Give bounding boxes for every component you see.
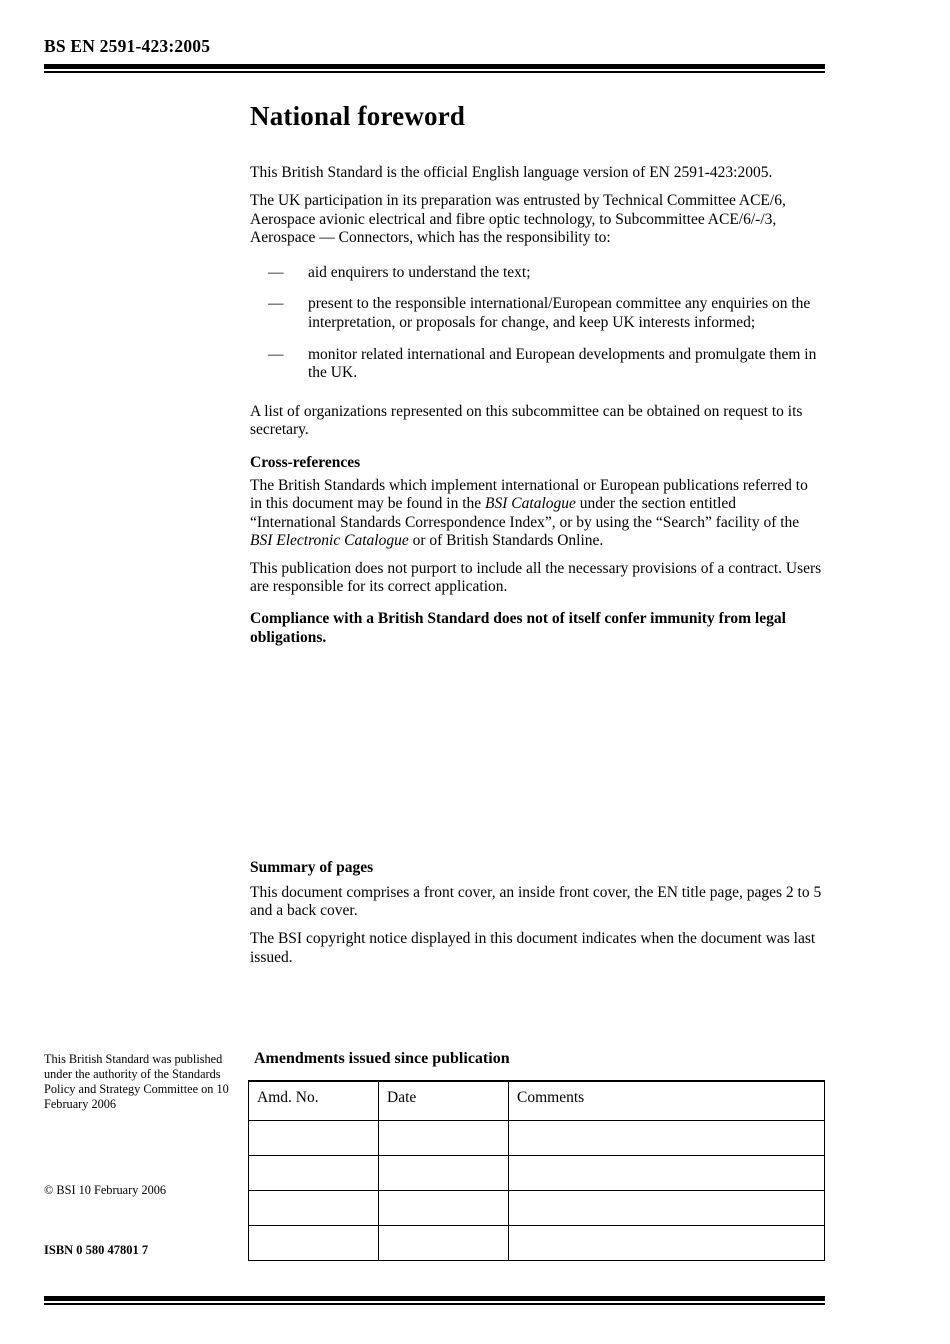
paragraph-official-version: This British Standard is the official English language version of EN 2591-423:2005. bbox=[250, 164, 773, 182]
text-run: under the section entitled “International Standards Correspondence Index”, or by using the “Search” facility of the bbox=[250, 495, 800, 531]
table-row bbox=[249, 1156, 825, 1191]
summary-of-pages-heading: Summary of pages bbox=[250, 859, 374, 877]
empty-cell bbox=[379, 1191, 509, 1226]
empty-cell bbox=[249, 1191, 379, 1226]
list-item bbox=[250, 346, 822, 383]
empty-cell bbox=[379, 1156, 509, 1191]
list-item-text: aid enquirers to understand the text; bbox=[308, 263, 531, 281]
amendments-table-body bbox=[249, 1121, 825, 1261]
paragraph-provisions: This publication does not purport to include all the necessary provisions of a contract. Users are responsible for its correct application. bbox=[250, 559, 822, 596]
cross-references-heading: Cross-references bbox=[250, 453, 361, 471]
compliance-statement: Compliance with a British Standard does not of itself confer immunity from legal obligations. bbox=[250, 610, 786, 646]
footer-rule bbox=[44, 1296, 825, 1305]
dash-bullet-icon: — bbox=[268, 295, 284, 313]
table-header-row bbox=[249, 1081, 825, 1121]
main-content-column bbox=[250, 100, 822, 976]
dash-bullet-icon: — bbox=[268, 263, 284, 281]
empty-cell bbox=[249, 1226, 379, 1261]
empty-cell bbox=[379, 1121, 509, 1156]
amendments-table-header bbox=[249, 1081, 825, 1121]
italic-text-run: BSI Electronic Catalogue bbox=[250, 532, 409, 550]
empty-cell bbox=[509, 1121, 825, 1156]
table-row bbox=[249, 1191, 825, 1226]
table-row bbox=[249, 1226, 825, 1261]
list-item bbox=[250, 295, 822, 332]
amendments-section bbox=[248, 1050, 825, 1261]
text-run: or of British Standards Online. bbox=[408, 532, 604, 550]
amendments-heading: Amendments issued since publication bbox=[254, 1050, 510, 1067]
paragraph-uk-participation: The UK participation in its preparation was entrusted by Technical Committee ACE/6, Aerospace avionic electrical and fibre optic technology, to Subcommittee ACE/6/-/3, Aerospace — Connectors, which has the responsibility to: bbox=[250, 191, 786, 247]
dash-bullet-icon: — bbox=[268, 345, 284, 363]
list-item bbox=[250, 264, 822, 283]
text-run: The British Standards which implement international or European publications referred to in this document may be found in the bbox=[250, 476, 808, 513]
paragraph-organizations: A list of organizations represented on this subcommittee can be obtained on request to its secretary. bbox=[250, 402, 803, 439]
column-header-date: Date bbox=[379, 1081, 509, 1121]
list-item-text: monitor related international and European developments and promulgate them in the UK. bbox=[308, 345, 817, 382]
empty-cell bbox=[249, 1156, 379, 1191]
publication-authority-note: This British Standard was published under the authority of the Standards Policy and Strategy Committee on 10 February 2006 bbox=[44, 1052, 229, 1111]
column-header-amd-no: Amd. No. bbox=[249, 1081, 379, 1121]
responsibility-list bbox=[250, 264, 822, 383]
paragraph-cross-references bbox=[250, 477, 822, 551]
empty-cell bbox=[509, 1191, 825, 1226]
bsi-copyright: © BSI 10 February 2006 bbox=[44, 1183, 167, 1197]
column-header-comments: Comments bbox=[509, 1081, 825, 1121]
page-title: National foreword bbox=[250, 101, 466, 131]
paragraph-summary: This document comprises a front cover, an inside front cover, the EN title page, pages 2 to 5 and a back cover. bbox=[250, 883, 822, 920]
amendments-table bbox=[248, 1080, 825, 1261]
table-row bbox=[249, 1121, 825, 1156]
header-rule bbox=[44, 64, 825, 73]
empty-cell bbox=[509, 1226, 825, 1261]
empty-cell bbox=[509, 1156, 825, 1191]
empty-cell bbox=[379, 1226, 509, 1261]
isbn: ISBN 0 580 47801 7 bbox=[44, 1243, 149, 1257]
paragraph-copyright-notice: The BSI copyright notice displayed in this document indicates when the document was last issued. bbox=[250, 930, 816, 966]
italic-text-run: BSI Catalogue bbox=[485, 495, 576, 513]
standard-number-header: BS EN 2591-423:2005 bbox=[44, 36, 211, 56]
empty-cell bbox=[249, 1121, 379, 1156]
list-item-text: present to the responsible international/European committee any enquiries on the interpretation, or proposals for change, and keep UK interests informed; bbox=[308, 295, 811, 331]
